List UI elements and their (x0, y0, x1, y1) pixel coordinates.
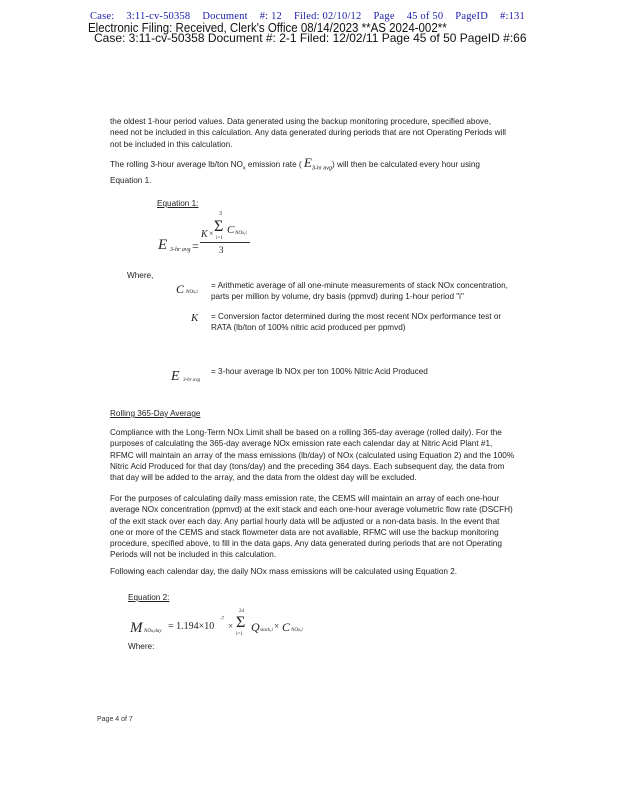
stamp-doc-number: #: 12 (259, 11, 282, 22)
where-label-2: Where: (128, 642, 155, 651)
stamp-page-of: 45 of 50 (406, 11, 444, 22)
def-c-subscript: NOx,i (186, 290, 198, 295)
where-label-1: Where, (127, 271, 154, 280)
paragraph-daily-mass-rate: For the purposes of calculating daily mass emission rate, the CEMS will maintain an array of each one-hour average NOx concentration (ppmvd) at the exit stack and each one-hour average volumetric flow rate (DSCFH) of the exit stack over each day. Any partial hourly data will be adjusted or a non-data basis. In the event that one or more of the CEMS and stack flowmeter data are not available, RFMC will use the backup monitoring procedure, specified above, to fill in the data gaps. Any data generated during periods that are not Operating Periods will not be included in this calculation. (110, 494, 513, 560)
para2-text-start: The rolling 3-hour average lb/ton NO (110, 160, 243, 169)
eq2-q-symbol: Q (251, 620, 260, 634)
eq2-sum-lower: i=1 (236, 632, 243, 637)
eq2-sigma: Σ (236, 614, 246, 631)
eq1-k-symbol: K (201, 229, 208, 240)
def-c-symbol: C (176, 282, 185, 296)
eq1-sum-lower: i=1 (216, 236, 223, 241)
efiling-banner: Electronic Filing: Received, Clerk's Office 08/14/2023 **AS 2024-002** (88, 21, 447, 35)
def-e-text: = 3-hour average lb NOx per ton 100% Nitric Acid Produced (211, 367, 428, 376)
eq2-coefficient: = 1.194×10 (168, 621, 215, 632)
eq1-e-symbol: E (158, 237, 168, 253)
eq2-times: × (228, 621, 234, 631)
eq1-times: × (209, 229, 214, 238)
eq1-c-symbol: C (227, 224, 235, 236)
paragraph-rolling-3hr (110, 157, 490, 186)
eq1-sigma: Σ (214, 218, 224, 235)
eq2-sum-upper: 24 (239, 609, 244, 614)
eq1-e-subscript: 3-hr avg (170, 247, 191, 253)
paragraph-long-term-limit: Compliance with the Long-Term NOx Limit shall be based on a rolling 365-day average (rolled daily). For the purposes of calculating the 365-day average NOx emission rate each calendar day at Nitric Acid Plant #1, RFMC will maintain an array of the mass emissions (lb/day) of NOx (calculated using Equation 2) and the 100% Nitric Acid Produced for that day (tons/day) and the preceding 364 days. Each subsequent day, the data from that day will be added to the array, and the data from the oldest day will be excluded. (110, 428, 515, 483)
eq2-c-symbol: C (282, 620, 291, 634)
equation-2-label: Equation 2: (128, 593, 170, 602)
heading-rolling-365: Rolling 365-Day Average (110, 409, 201, 418)
def-e-symbol: E (171, 369, 180, 384)
eq1-fraction-bar (200, 242, 250, 243)
def-c-text: = Arithmetic average of all one-minute measurements of stack NOx concentration, parts per million by volume, dry basis (ppmvd) during 1-hour period "i" (211, 281, 508, 302)
page-footer: Page 4 of 7 (97, 716, 133, 723)
eq2-exponent: -7 (220, 617, 225, 622)
eq2-times-2: × (274, 621, 280, 631)
eq2-q-subscript: stack,i (260, 628, 273, 633)
paragraph-following-day: Following each calendar day, the daily NOx mass emissions will be calculated using Equation 2. (110, 567, 458, 576)
para2-e-symbol: E (303, 155, 312, 170)
stamp-document: Document (202, 11, 248, 22)
para2-e-subscript: 3-hr avg (311, 165, 333, 172)
equation-1-label: Equation 1: (157, 199, 199, 208)
stamp-pageid-number: #:131 (500, 11, 525, 22)
case-header-line: Case: 3:11-cv-50358 Document #: 2-1 Filed: 12/02/11 Page 45 of 50 PageID #:66 (94, 31, 527, 45)
eq2-m-subscript: NOx,day (144, 629, 162, 634)
eq1-c-subscript: NOx,i (235, 231, 247, 236)
eq2-m-symbol: M (130, 620, 143, 636)
para2-text-end: ) will then be calculated every hour using Equation 1. (110, 160, 480, 185)
stamp-pageid: PageID (455, 11, 488, 22)
stamp-case-number: 3:11-cv-50358 (126, 11, 191, 22)
def-e-subscript: 3-hr avg (183, 378, 201, 383)
para2-text-mid: emission rate ( (245, 160, 302, 169)
paragraph-oldest-values: the oldest 1-hour period values. Data generated using the backup monitoring procedure, specified above, need not be included in this calculation. Any data generated during periods that are not Operating Periods will not be included in this calculation. (110, 117, 506, 149)
stamp-case: Case: (90, 11, 115, 22)
eq1-sum-upper: 3 (219, 211, 222, 217)
def-k-text: = Conversion factor determined during the most recent NOx performance test or RATA (lb/ton of 100% nitric acid produced per ppmvd) (211, 312, 502, 333)
para2-nox-subscript: x (242, 165, 246, 172)
eq2-c-subscript: NOx,i (291, 628, 303, 633)
eq1-equals: = (192, 239, 199, 253)
stamp-filed: Filed: 02/10/12 (294, 11, 362, 22)
def-k-symbol: K (191, 312, 199, 324)
stamp-page: Page (373, 11, 395, 22)
eq1-denominator: 3 (219, 245, 224, 255)
